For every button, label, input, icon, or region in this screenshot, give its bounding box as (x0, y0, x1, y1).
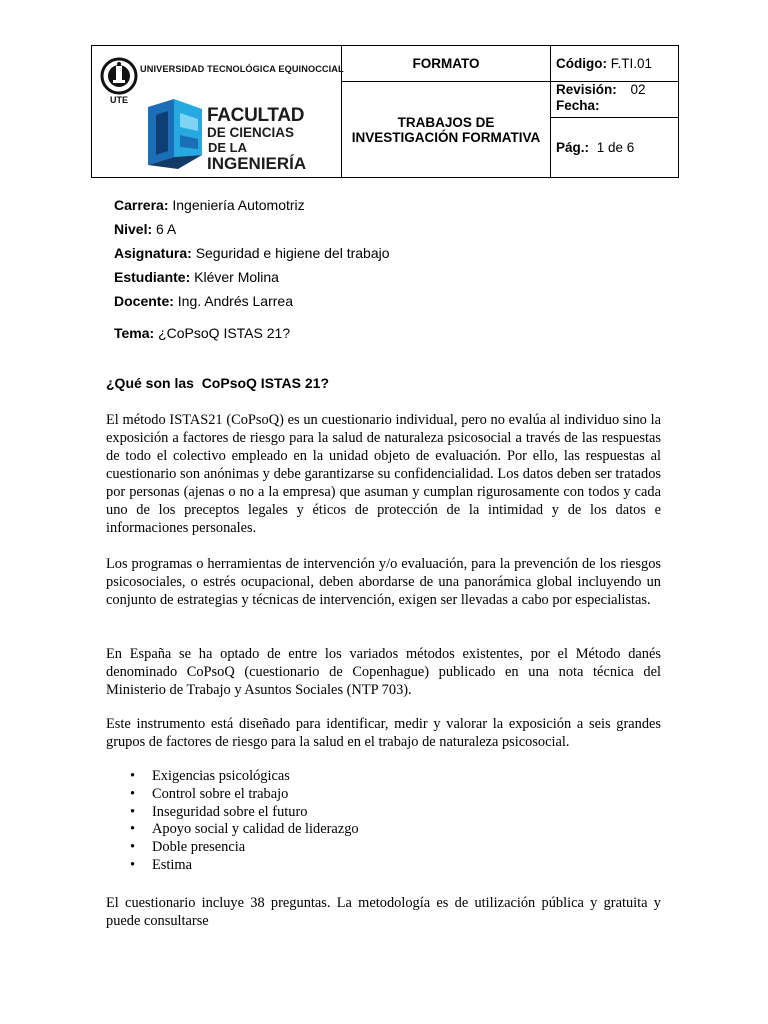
page-label: Pág.: (556, 140, 590, 155)
date-label: Fecha: (556, 98, 600, 113)
university-name: UNIVERSIDAD TECNOLÓGICA EQUINOCCIAL (140, 64, 344, 74)
faculty-line-2: DE CIENCIAS (207, 125, 295, 140)
faculty-logo-icon (144, 99, 206, 169)
list-item: • Apoyo social y calidad de liderazgo (152, 821, 359, 839)
list-item: • Estima (152, 857, 359, 875)
doc-type-line-1: TRABAJOS DE (397, 114, 495, 130)
format-label: FORMATO (412, 56, 480, 71)
student-label: Estudiante: (114, 269, 191, 285)
paragraph-4: Este instrumento está diseñado para identificar, medir y valorar la exposición a seis grandes grupos de factores de riesgo para la salud en el trabajo de naturaleza psicosocial. (106, 716, 661, 750)
code-value: F.TI.01 (610, 56, 653, 71)
seal-label: UTE (110, 95, 128, 105)
paragraph-5: El cuestionario incluye 38 preguntas. La metodología es de utilización pública y gratuita y puede consultarse (106, 895, 661, 929)
code-cell (551, 46, 679, 82)
risk-factor-list (106, 768, 359, 875)
teacher-line (114, 293, 293, 309)
format-cell (342, 46, 551, 82)
faculty-line-3: DE LA (208, 139, 247, 155)
list-item: • Exigencias psicológicas (152, 768, 359, 786)
doc-type-line-2: INVESTIGACIÓN FORMATIVA (351, 129, 541, 145)
page-value: 1 de 6 (596, 140, 635, 155)
doc-type-cell (342, 82, 551, 178)
level-label: Nivel: (114, 221, 153, 237)
subject-value: Seguridad e higiene del trabajo (195, 245, 390, 261)
student-line (114, 269, 279, 285)
topic-line (114, 325, 290, 341)
logo-cell (92, 46, 342, 178)
university-seal-icon (99, 56, 139, 106)
student-value: Kléver Molina (194, 269, 279, 285)
revision-date-cell (551, 82, 679, 118)
career-label: Carrera: (114, 197, 169, 213)
page-cell (551, 118, 679, 178)
level-value: 6 A (156, 221, 177, 237)
career-line (114, 197, 305, 213)
subject-line (114, 245, 390, 261)
subject-label: Asignatura: (114, 245, 192, 261)
list-item: • Doble presencia (152, 839, 359, 857)
revision-value: 02 (630, 82, 646, 97)
list-item: • Control sobre el trabajo (152, 786, 359, 804)
section-heading: ¿Qué son las CoPsoQ ISTAS 21? (106, 375, 330, 391)
faculty-line-1: FACULTAD (207, 105, 305, 126)
faculty-name (207, 106, 306, 172)
teacher-value: Ing. Andrés Larrea (177, 293, 293, 309)
list-item: • Inseguridad sobre el futuro (152, 804, 359, 822)
topic-label: Tema: (114, 325, 155, 341)
paragraph-3: En España se ha optado de entre los variados métodos existentes, por el Método danés denominado CoPsoQ (cuestionario de Copenhague) publicado en una nota técnica del Ministerio de Trabajo y Asuntos Sociales (NTP 703). (106, 646, 661, 698)
faculty-line-4: INGENIERÍA (207, 153, 307, 173)
revision-label: Revisión: (556, 82, 617, 97)
paragraph-1: El método ISTAS21 (CoPsoQ) es un cuestionario individual, pero no evalúa al individuo sino la exposición a factores de riesgo para la salud de naturaleza psicosocial a través de las respuestas de todo el colectivo empleado en la unidad objeto de evaluación. Por ello, las respuestas al cuestionario son anónimas y debe garantizarse su confidencialidad. Los datos deben ser tratados por personas (ajenas o no a la empresa) que asuman y cumplan rigurosamente con todos y cada uno de los preceptos legales y éticos de protección de la intimidad y de los datos e informaciones personales. (106, 412, 661, 536)
paragraph-2: Los programas o herramientas de intervención y/o evaluación, para la prevención de los riesgos psicosociales, o estrés ocupacional, deben abordarse de una panorámica global incluyendo un conjunto de estrategias y técnicas de intervención, exigen ser llevadas a cabo por especialistas. (106, 556, 661, 608)
code-label: Código: (556, 56, 607, 71)
document-header-table (91, 45, 679, 178)
teacher-label: Docente: (114, 293, 174, 309)
topic-value: ¿CoPsoQ ISTAS 21? (158, 325, 291, 341)
career-value: Ingeniería Automotriz (172, 197, 305, 213)
level-line (114, 221, 176, 237)
